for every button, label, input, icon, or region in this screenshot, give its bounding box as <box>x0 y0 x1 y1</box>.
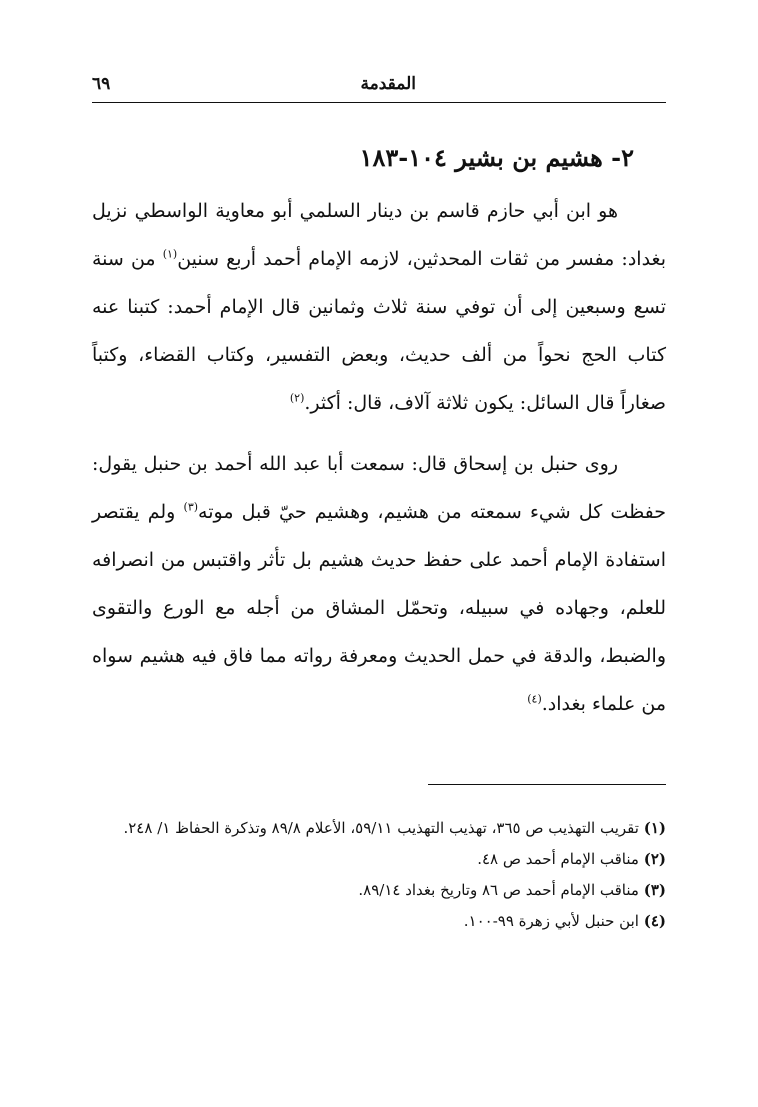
footnote-ref-1: (١) <box>162 247 178 261</box>
paragraph-text: ولم يقتصر استفادة الإمام أحمد على حفظ حديث هشيم بل تأثر واقتبس من انصرافه للعلم، وجهاده في سبيله، وتحمّل المشاق من أجله مع الورع والتقوى والضبط، والدقة في حمل الحديث ومعرفة رواته مما فاق فيه هشيم سواه من علماء بغداد. <box>92 501 666 715</box>
footnote-number: (٤) <box>643 912 666 930</box>
footnote-item <box>92 814 666 842</box>
footnote-text: مناقب الإمام أحمد ص ٨٦ وتاريخ بغداد ٨٩/١٤. <box>358 881 639 899</box>
footnotes <box>92 814 666 938</box>
footnote-item <box>92 907 666 935</box>
header-title: المقدمة <box>360 74 416 94</box>
page-number: ٦٩ <box>92 74 111 94</box>
narration-paragraph <box>92 440 666 728</box>
footnote-ref-2: (٢) <box>289 391 305 405</box>
footnote-text: تقريب التهذيب ص ٣٦٥، تهذيب التهذيب ٥٩/١١، الأعلام ٨٩/٨ وتذكرة الحفاظ ١/ ٢٤٨. <box>123 819 639 837</box>
section-heading: ٢- هشيم بن بشير ١٠٤-١٨٣ <box>359 143 634 172</box>
footnote-divider <box>428 784 666 785</box>
paragraph-text: روى حنبل بن إسحاق قال: سمعت أبا عبد الله أحمد بن حنبل يقول: حفظت كل شيء سمعته من هشيم، وهشيم حيّ قبل موته <box>92 453 667 523</box>
footnote-item <box>92 876 666 904</box>
paragraph-text: هو ابن أبي حازم قاسم بن دينار السلمي أبو معاوية الواسطي نزيل بغداد: مفسر من ثقات المحدثين، لازمه الإمام أحمد أربع سنين <box>92 200 666 270</box>
footnote-text: مناقب الإمام أحمد ص ٤٨. <box>477 850 639 868</box>
footnote-number: (٣) <box>643 881 666 899</box>
running-header <box>92 72 666 103</box>
biography-paragraph <box>92 187 666 427</box>
footnote-ref-3: (٣) <box>183 500 199 514</box>
paragraph-text: من سنة تسع وسبعين إلى أن توفي سنة ثلاث وثمانين قال الإمام أحمد: كتبنا عنه كتاب الحج نحواً من ألف حديث، وبعض التفسير، وكتاب القضاء، وكتباً صغاراً قال السائل: يكون ثلاثة آلاف، قال: أكثر. <box>92 248 666 414</box>
footnote-number: (٢) <box>643 850 666 868</box>
footnote-number: (١) <box>643 819 666 837</box>
footnote-ref-4: (٤) <box>527 692 542 706</box>
footnote-item <box>92 845 666 873</box>
footnote-text: ابن حنبل لأبي زهرة ٩٩-١٠٠. <box>463 912 639 930</box>
